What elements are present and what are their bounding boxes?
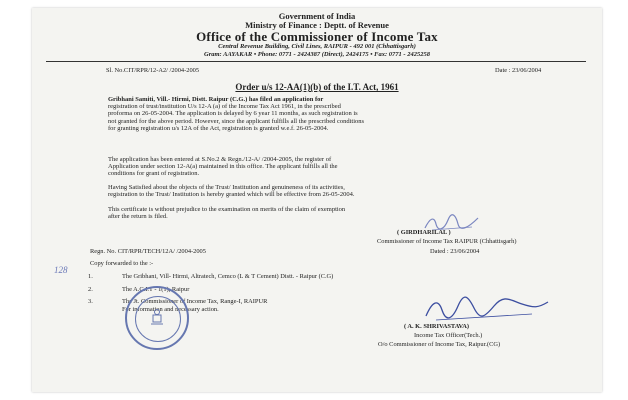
copy-heading: Copy forwarded to the :- [90,260,154,267]
paragraph-line: for granting registration u/s 12A of the Act, registration is granted w.e.f. 26-05-2004. [108,124,329,132]
header-government: Government of India [278,11,356,21]
officer-title: Income Tax Officer(Tech.) [414,332,483,339]
commissioner-name: ( GIRDHARILAL ) [397,229,451,236]
paragraph-application [108,96,548,132]
commissioner-title: Commissioner of Income Tax RAIPUR (Chhattisgarh) [377,238,517,245]
header-office: Office of the Commissioner of Income Tax [196,29,438,44]
paragraph-satisfied [108,184,548,198]
paragraph-line: conditions for grant of registration. [108,170,200,178]
paragraph-line: registration of trust/institution U/s 12-A (a) of the Income Tax Act 1961, in the prescribed [108,103,341,111]
paragraph-register [108,156,548,178]
paragraph-line: after the return is filed. [108,213,168,221]
copy-item-note: For information and necessary action. [122,306,219,313]
paragraph-line: Having Satisfied about the objects of the Trust/ Institution and genuineness of its activities, [108,184,345,191]
registration-date: Dated : 23/06/2004 [430,248,480,255]
copy-item-number: 2. [88,286,93,293]
order-title: Order u/s 12-AA(1)(b) of the I.T. Act, 1961 [235,82,399,92]
copy-item-text: The Jt. Commissioner of Income Tax, Range-I, RAIPUR [122,298,268,305]
header-ministry: Ministry of Finance : Deptt. of Revenue [245,20,389,30]
officer-name: ( A. K. SHRIVASTAVA) [404,323,470,330]
reference-date: Date : 23/06/2004 [495,67,542,74]
officer-signature-icon [422,294,552,324]
copy-item-text: The Gribhani, Vill- Hirmi, Altratech, Cemco (L & T Cement) Distt. - Raipur (C.G) [122,273,334,280]
document-page [32,8,602,392]
paragraph-line: proforma on 26-05-2004. The application is delayed by 6 year 11 months, as such registration is [108,110,358,118]
reference-number: Sl. No.CIT/RPR/12-A2/ /2004-2005 [106,67,200,74]
copy-item-number: 3. [88,298,93,305]
paragraph-line: registration to the Trust/ Institution is hereby granted which will be effective from 26-05-2004. [108,191,355,199]
paragraph-line: not granted for the above period. However, since the applicant fulfills all the prescribed conditions [108,117,365,125]
paragraph-line: Gribhani Samiti, Vill.- Hirmi, Distt. Raipur (C.G.) has filed an application for [108,96,324,103]
header-address: Central Revenue Building, Civil Lines, RAIPUR - 492 001 (Chhattisgarh) [218,43,416,50]
registration-number: Regn. No. CIT/RPR/TECH/12A/ /2004-2005 [90,248,206,255]
header-divider [46,61,586,62]
header-contact: Gram: AAYAKAR • Phone: 0771 - 2424387 (Direct), 2424175 • Fax: 0771 - 2425258 [204,51,430,58]
official-seal-icon [125,286,189,350]
paragraph-line: This certificate is without prejudice to the examination on merits of the claim of exemption [108,206,346,213]
margin-note: 128 [54,265,68,275]
paragraph-prejudice [108,206,548,220]
copy-item-text: The A.C.I.T - 1(1), Raipur [122,286,190,293]
emblem-icon [149,308,165,326]
paragraph-line: The application has been entered at S.No.2 & Regn./12-A/ /2004-2005, the register of [108,156,332,163]
officer-office: O/o Commissioner of Income Tax, Raipur.(CG) [378,341,501,348]
copy-item-number: 1. [88,273,93,280]
paragraph-line: Application under section 12-A(a) maintained in this office. The applicant fulfills all the [108,163,338,171]
